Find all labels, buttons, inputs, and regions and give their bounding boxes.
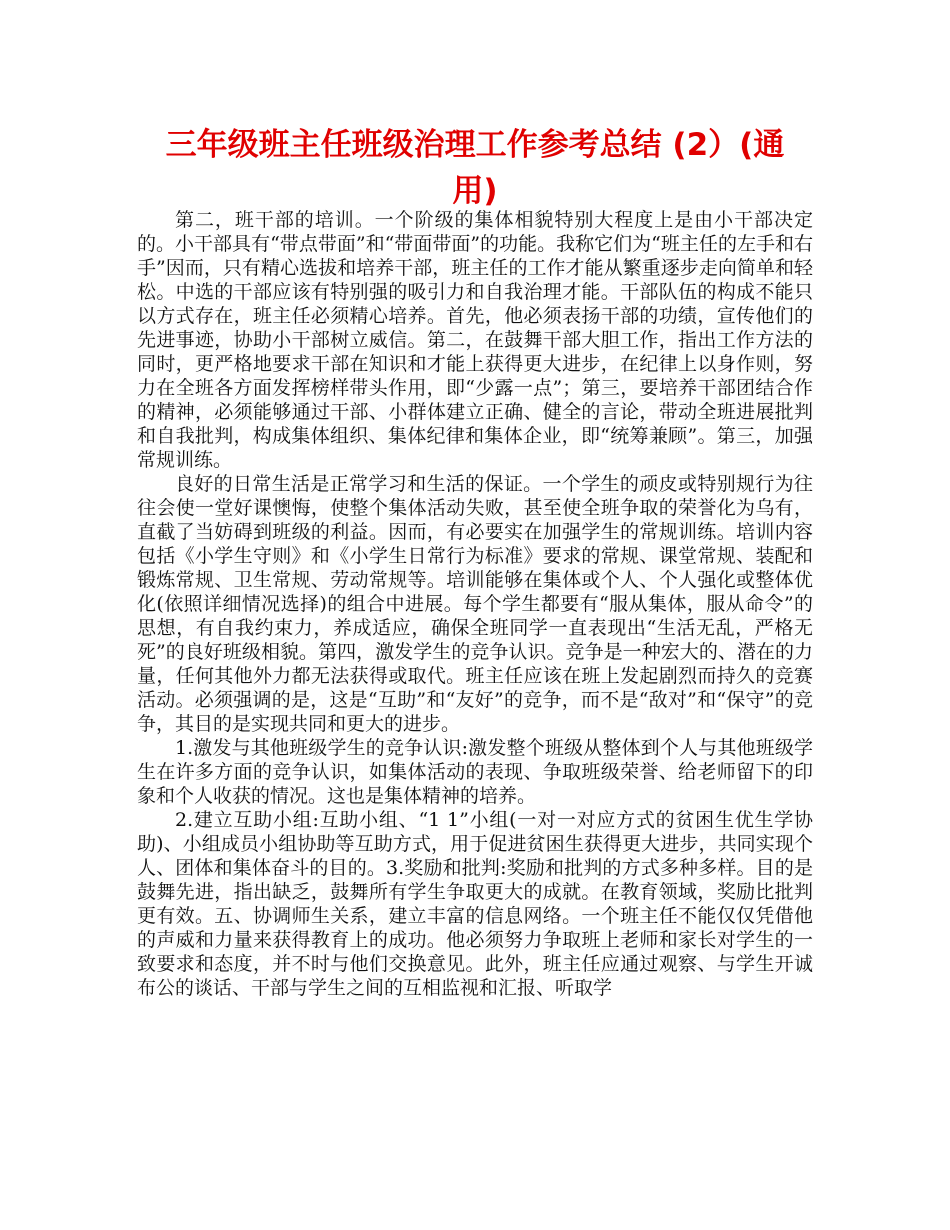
paragraph: 第二，班干部的培训。一个阶级的集体相貌特别大程度上是由小干部决定的。小干部具有“带点带面”和“带面带面”的功能。我称它们为“班主任的左手和右手”因而，只有精心选拔和培养干部，班主任的工作才能从繁重逐步走向简单和轻松。中选的干部应该有特别强的吸引力和自我治理才能。干部队伍的构成不能只以方式存在，班主任必须精心培养。首先，他必须表扬干部的功绩，宣传他们的先进事迹，协助小干部树立威信。第二，在鼓舞干部大胆工作，指出工作方法的同时，更严格地要求干部在知识和才能上获得更大进步，在纪律上以身作则，努力在全班各方面发挥榜样带头作用，即“少露一点”；第三，要培养干部团结合作的精神，必须能够通过干部、小群体建立正确、健全的言论，带动全班进展批判和自我批判，构成集体组织、集体纪律和集体企业，即“统筹兼顾”。第三，加强常规训练。 [137,209,813,471]
paragraph: 良好的日常生活是正常学习和生活的保证。一个学生的顽皮或特别规行为往往会使一堂好课懊悔，使整个集体活动失败，甚至使全班争取的荣誉化为乌有，直截了当妨碍到班级的利益。因而，有必要实在加强学生的常规训练。培训内容包括《小学生守则》和《小学生日常行为标准》要求的常规、课堂常规、装配和锻炼常规、卫生常规、劳动常规等。培训能够在集体或个人、个人强化或整体优化(依照详细情况选择)的组合中进展。每个学生都要有“服从集体，服从命令”的思想，有自我约束力，养成适应，确保全班同学一直表现出“生活无乱，严格无死”的良好班级相貌。第四，激发学生的竞争认识。竞争是一种宏大的、潜在的力量，任何其他外力都无法获得或取代。班主任应该在班上发起剧烈而持久的竞赛活动。必须强调的是，这是“互助”和“友好”的竞争，而不是“敌对”和“保守”的竞争，其目的是实现共同和更大的进步。 [137,473,813,735]
document-title: 三年级班主任班级治理工作参考总结 (2）(通用) [165,127,785,209]
document-body [137,208,813,1000]
paragraph: 2.建立互助小组:互助小组、“1 1”小组(一对一对应方式的贫困生优生学协助)、小组成员小组协助等互助方式，用于促进贫困生获得更大进步，共同实现个人、团体和集体奋斗的目的。3.奖励和批判:奖励和批判的方式多种多样。目的是鼓舞先进，指出缺乏，鼓舞所有学生争取更大的成就。在教育领域，奖励比批判更有效。五、协调师生关系，建立丰富的信息网络。一个班主任不能仅仅凭借他的声威和力量来获得教育上的成功。他必须努力争取班上老师和家长对学生的一致要求和态度，并不时与他们交换意见。此外，班主任应通过观察、与学生开诚布公的谈话、干部与学生之间的互相监视和汇报、听取学 [137,809,813,999]
paragraph: 1.激发与其他班级学生的竞争认识:激发整个班级从整体到个人与其他班级学生在许多方面的竞争认识，如集体活动的表现、争取班级荣誉、给老师留下的印象和个人收获的情况。这也是集体精神的培养。 [137,737,813,807]
